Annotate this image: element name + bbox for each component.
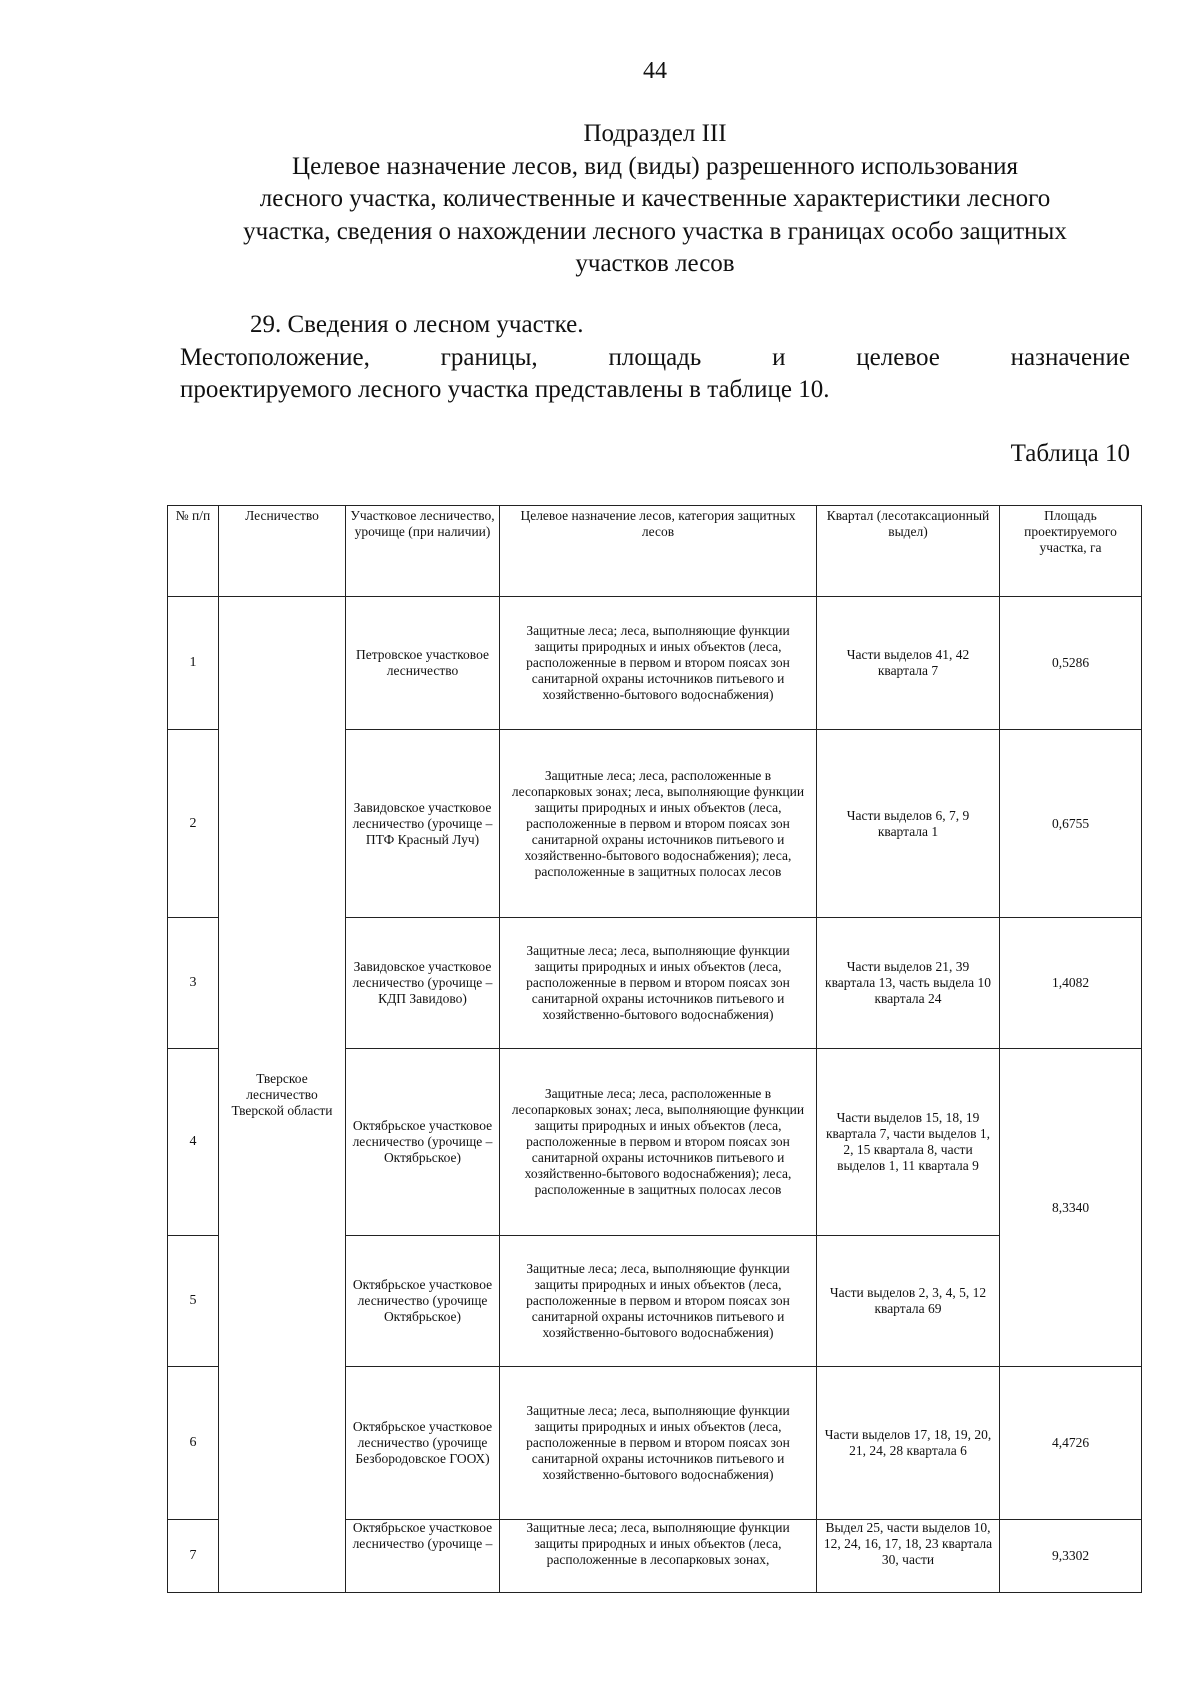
district-cell — [346, 1520, 500, 1593]
quarter-cell: Части выделов 2, 3, 4, 5, 12 квартала 69 — [817, 1236, 1000, 1367]
heading-line: лесного участка, количественные и качественные характеристики лесного — [259, 185, 1051, 212]
forest-plot-table — [167, 505, 1142, 1593]
row-number: 4 — [168, 1049, 219, 1236]
header-quarter: Квартал (лесотаксационный выдел) — [817, 506, 1000, 597]
quarter-cell: Части выделов 21, 39 квартала 13, часть выдела 10 квартала 24 — [817, 918, 1000, 1049]
row-number: 2 — [168, 730, 219, 918]
section-item: 29. Сведения о лесном участке. — [250, 311, 584, 338]
quarter-cell: Части выделов 41, 42 квартала 7 — [817, 597, 1000, 730]
district-cell: Октябрьское участковое лесничество (урочище – Октябрьское) — [346, 1049, 500, 1236]
header-num: № п/п — [168, 506, 219, 597]
row-number: 6 — [168, 1367, 219, 1520]
heading-line: участков лесов — [575, 250, 735, 277]
table-caption: Таблица 10 — [1010, 440, 1130, 467]
purpose-text: Защитные леса; леса, выполняющие функции защиты природных и иных объектов (леса, расположенные в лесопарковых зонах, — [526, 1520, 790, 1567]
area-cell: 4,4726 — [1000, 1367, 1142, 1520]
district-cell: Завидовское участковое лесничество (урочище – ПТФ Красный Луч) — [346, 730, 500, 918]
row-number: 3 — [168, 918, 219, 1049]
purpose-cell: Защитные леса; леса, выполняющие функции защиты природных и иных объектов (леса, расположенные в первом и втором поясах зон санитарной охраны источников питьевого и хозяйственно-бытового водоснабжения) — [500, 918, 817, 1049]
purpose-cell: Защитные леса; леса, расположенные в лесопарковых зонах; леса, выполняющие функции защиты природных и иных объектов (леса, расположенные в первом и втором поясах зон санитарной охраны источников питьевого и хозяйственно-бытового водоснабжения); леса, расположенные в защитных полосах лесов — [500, 1049, 817, 1236]
heading-line: Подраздел III — [583, 120, 727, 147]
row-number: 1 — [168, 597, 219, 730]
district-cell: Октябрьское участковое лесничество (урочище Октябрьское) — [346, 1236, 500, 1367]
row-number: 7 — [168, 1520, 219, 1593]
purpose-cell: Защитные леса; леса, выполняющие функции защиты природных и иных объектов (леса, расположенные в первом и втором поясах зон санитарной охраны источников питьевого и хозяйственно-бытового водоснабжения) — [500, 597, 817, 730]
page-number: 44 — [643, 58, 667, 84]
district-cell: Петровское участковое лесничество — [346, 597, 500, 730]
quarter-cell — [817, 1520, 1000, 1593]
heading-line: участка, сведения о нахождении лесного участка в границах особо защитных — [243, 217, 1067, 245]
header-district: Участковое лесничество, урочище (при наличии) — [346, 506, 500, 597]
quarter-cell: Части выделов 15, 18, 19 квартала 7, части выделов 1, 2, 15 квартала 8, части выделов 1, 11 квартала 9 — [817, 1049, 1000, 1236]
purpose-cell: Защитные леса; леса, выполняющие функции защиты природных и иных объектов (леса, расположенные в первом и втором поясах зон санитарной охраны источников питьевого и хозяйственно-бытового водоснабжения) — [500, 1367, 817, 1520]
header-purpose: Целевое назначение лесов, категория защитных лесов — [500, 506, 817, 597]
area-cell: 1,4082 — [1000, 918, 1142, 1049]
district-text: Октябрьское участковое лесничество (урочище – — [352, 1520, 493, 1551]
area-cell: 8,3340 — [1000, 1049, 1142, 1367]
heading-line: Целевое назначение лесов, вид (виды) разрешенного использования — [292, 152, 1018, 180]
header-forestry: Лесничество — [219, 506, 346, 597]
purpose-cell: Защитные леса; леса, выполняющие функции защиты природных и иных объектов (леса, расположенные в первом и втором поясах зон санитарной охраны источников питьевого и хозяйственно-бытового водоснабжения) — [500, 1236, 817, 1367]
purpose-cell — [500, 1520, 817, 1593]
quarter-cell: Части выделов 6, 7, 9 квартала 1 — [817, 730, 1000, 918]
purpose-cell: Защитные леса; леса, расположенные в лесопарковых зонах; леса, выполняющие функции защиты природных и иных объектов (леса, расположенные в первом и втором поясах зон санитарной охраны источников питьевого и хозяйственно-бытового водоснабжения); леса, расположенные в защитных полосах лесов — [500, 730, 817, 918]
table-header-row — [168, 506, 1142, 597]
area-cell: 9,3302 — [1000, 1520, 1142, 1593]
quarter-text: Выдел 25, части выделов 10, 12, 24, 16, 17, 18, 23 квартала 30, части — [823, 1520, 993, 1567]
header-area: Площадь проектируемого участка, га — [1000, 506, 1142, 597]
quarter-cell: Части выделов 17, 18, 19, 20, 21, 24, 28 квартала 6 — [817, 1367, 1000, 1520]
row-number: 5 — [168, 1236, 219, 1367]
district-cell: Завидовское участковое лесничество (урочище – КДП Завидово) — [346, 918, 500, 1049]
district-cell: Октябрьское участковое лесничество (урочище Безбородовское ГООХ) — [346, 1367, 500, 1520]
subsection-heading — [180, 118, 1130, 281]
area-cell: 0,6755 — [1000, 730, 1142, 918]
section-text-line2: проектируемого лесного участка представлены в таблице 10. — [180, 376, 830, 403]
table-row — [168, 597, 1142, 730]
forestry-cell: Тверское лесничество Тверской области — [219, 597, 346, 1593]
area-cell: 0,5286 — [1000, 597, 1142, 730]
section-text-line1: Местоположение, границы, площадь и целевое назначение — [180, 344, 1130, 371]
